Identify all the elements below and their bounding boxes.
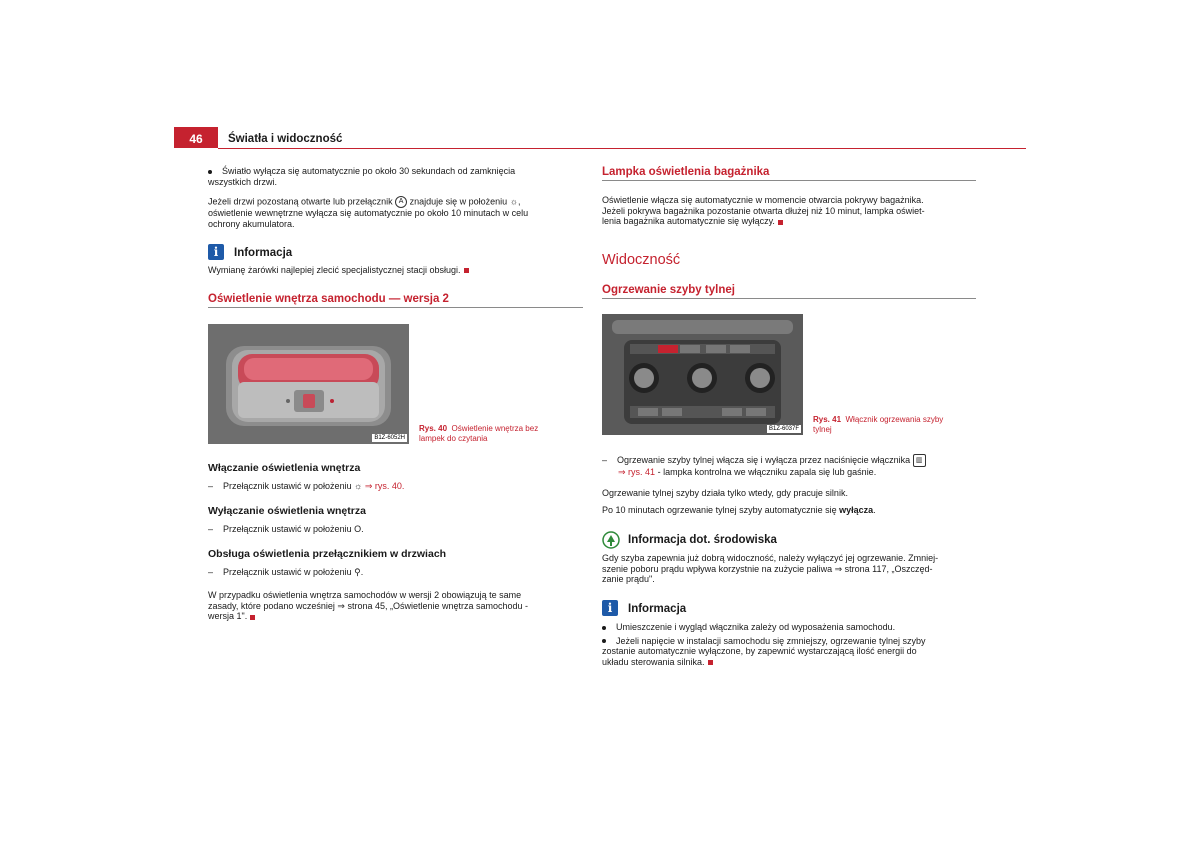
instruction-off: – Przełącznik ustawić w położeniu O.	[208, 524, 364, 534]
section-title-trunk: Lampka oświetlenia bagażnika	[602, 166, 770, 178]
figure-41-caption: Rys. 41 Włącznik ogrzewania szyby tylnej	[813, 415, 944, 434]
paragraph-door-open: Jeżeli drzwi pozostaną otwarte lub przełącznik A znajduje się w położeniu ☼, oświetlenie wewnętrzne wyłącza się automatycznie po około 10 minutach w celu ochrony akumulatora.	[208, 196, 529, 229]
bullet	[602, 626, 606, 630]
section-title-rear-heating: Ogrzewanie szyby tylnej	[602, 284, 735, 296]
paragraph-auto-off: Światło wyłącza się automatycznie po około 30 sekundach od zamknięcia wszystkich drzwi.	[208, 166, 516, 187]
section-rule	[208, 307, 583, 308]
paragraph-version2: W przypadku oświetlenia wnętrza samochodów w wersji 2 obowiązują te same zasady, które podano wcześniej ⇒ strona 45, „Oświetlenie wnętrza samochodu - wersja 1".	[208, 590, 529, 622]
figure-link[interactable]: ⇒ rys. 40.	[364, 481, 405, 491]
end-marker	[708, 660, 713, 665]
figure-40-interior-light	[208, 324, 409, 444]
environment-text: Gdy szyba zapewnia już dobrą widoczność, należy wyłączyć jej ogrzewanie. Zmniej- szenie poboru prądu wpływa korzystnie na zużycie paliwa ⇒ strona 117, „Oszczęd- zanie prądu".	[602, 553, 939, 585]
interior-light-illustration	[208, 324, 409, 444]
subheading-on: Włączanie oświetlenia wnętrza	[208, 462, 361, 474]
figure-code: B1Z-6037F	[768, 426, 799, 432]
info-heading: Informacja	[628, 603, 687, 615]
end-marker	[250, 615, 255, 620]
light-on-symbol: ☼	[509, 196, 518, 207]
subheading-off: Wyłączanie oświetlenia wnętrza	[208, 505, 366, 517]
environment-icon	[602, 531, 620, 549]
instruction-rear-heating: – Ogrzewanie szyby tylnej włącza się i wyłącza przez naciśnięcie włącznika ▥ ⇒ rys. 41 - lampka kontrolna we włączniku zapala się lub gaśnie.	[602, 454, 976, 478]
section-rule	[602, 298, 976, 299]
end-marker	[464, 268, 469, 273]
instruction-on: – Przełącznik ustawić w położeniu ☼ ⇒ rys. 40.	[208, 481, 405, 491]
info-heading: Informacja	[234, 247, 293, 259]
info-icon: i	[208, 244, 224, 260]
info-list: Umieszczenie i wygląd włącznika zależy od wyposażenia samochodu. Jeżeli napięcie w instalacji samochodu się zmniejszy, ogrzewanie tylnej szyby zostanie automatycznie wyłączone, by zapewnić wystarczającą ilość energii do układu sterowania silnika.	[602, 622, 926, 668]
end-marker	[778, 220, 783, 225]
running-title: Światła i widoczność	[228, 133, 343, 145]
figure-41-climate-panel	[602, 314, 803, 435]
section-rule	[602, 180, 976, 181]
page-number: 46	[174, 127, 218, 148]
info-icon: i	[602, 600, 618, 616]
switch-a-label: A	[395, 196, 407, 208]
figure-link[interactable]: ⇒ rys. 41	[618, 467, 656, 477]
paragraph-engine: Ogrzewanie tylnej szyby działa tylko wtedy, gdy pracuje silnik.	[602, 488, 848, 498]
bullet	[602, 639, 606, 643]
bullet	[208, 170, 212, 174]
figure-code: B1Z-6052H	[374, 435, 405, 441]
info-text: Wymianę żarówki najlepiej zlecić specjalistycznej stacji obsługi.	[208, 265, 583, 276]
instruction-door: – Przełącznik ustawić w położeniu ⚲.	[208, 567, 364, 577]
heading-visibility: Widoczność	[602, 252, 681, 268]
environment-heading: Informacja dot. środowiska	[628, 534, 777, 546]
rear-defrost-icon: ▥	[913, 454, 926, 467]
paragraph-trunk: Oświetlenie włącza się automatycznie w momencie otwarcia pokrywy bagażnika. Jeżeli pokrywa bagażnika pozostanie otwarta dłużej niż 10 minut, lampka oświet- lenia bagażnika automatycznie się wyłączy.	[602, 195, 925, 227]
climate-panel-illustration	[602, 314, 803, 435]
header-rule	[218, 148, 1026, 149]
figure-40-caption: Rys. 40 Oświetlenie wnętrza bez lampek do czytania	[419, 424, 539, 443]
section-title-interior-v2: Oświetlenie wnętrza samochodu — wersja 2	[208, 293, 449, 305]
subheading-door: Obsługa oświetlenia przełącznikiem w drzwiach	[208, 548, 447, 560]
paragraph-10min: Po 10 minutach ogrzewanie tylnej szyby automatycznie się wyłącza.	[602, 505, 876, 515]
